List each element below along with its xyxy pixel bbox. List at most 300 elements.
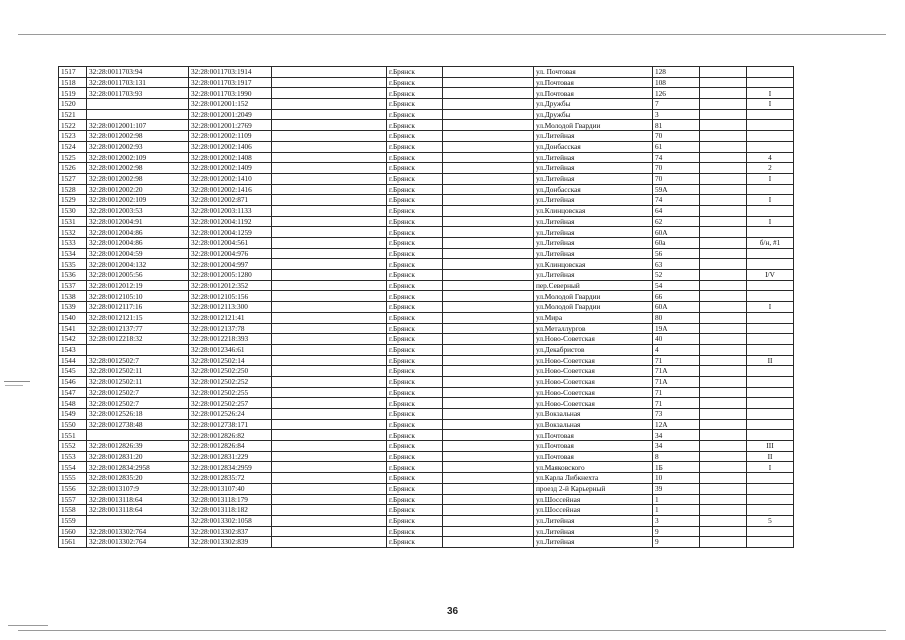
- table-row: [59, 355, 794, 366]
- blank-cell: [272, 152, 387, 163]
- land-cadastral-cell: 32:28:0012121:15: [87, 312, 189, 323]
- street-cell: ул.Литейная: [534, 152, 653, 163]
- blank-cell: [443, 344, 534, 355]
- blank-cell: [700, 291, 747, 302]
- city-cell: г.Брянск: [387, 291, 443, 302]
- row-number-cell: 1555: [59, 473, 87, 484]
- building-cadastral-cell: 32:28:0012002:1416: [189, 184, 272, 195]
- blank-cell: [272, 173, 387, 184]
- land-cadastral-cell: 32:28:0012002:93: [87, 141, 189, 152]
- row-number-cell: 1524: [59, 141, 87, 152]
- city-cell: г.Брянск: [387, 259, 443, 270]
- extra-cell: I: [747, 99, 794, 110]
- city-cell: г.Брянск: [387, 195, 443, 206]
- table-row: [59, 398, 794, 409]
- land-cadastral-cell: 32:28:0012831:20: [87, 451, 189, 462]
- blank-cell: [443, 537, 534, 548]
- extra-cell: [747, 227, 794, 238]
- city-cell: г.Брянск: [387, 163, 443, 174]
- building-cadastral-cell: 32:28:0012502:257: [189, 398, 272, 409]
- blank-cell: [272, 99, 387, 110]
- blank-cell: [443, 312, 534, 323]
- land-cadastral-cell: 32:28:0011703:94: [87, 67, 189, 78]
- blank-cell: [700, 109, 747, 120]
- blank-cell: [443, 515, 534, 526]
- row-number-cell: 1529: [59, 195, 87, 206]
- table-row: [59, 270, 794, 281]
- street-cell: ул.Литейная: [534, 195, 653, 206]
- building-cadastral-cell: 32:28:0012002:1408: [189, 152, 272, 163]
- land-cadastral-cell: 32:28:0012502:7: [87, 387, 189, 398]
- land-cadastral-cell: 32:28:0012004:86: [87, 238, 189, 249]
- page-number: 36: [446, 606, 459, 617]
- blank-cell: [272, 302, 387, 313]
- city-cell: г.Брянск: [387, 152, 443, 163]
- row-number-cell: 1523: [59, 131, 87, 142]
- row-number-cell: 1551: [59, 430, 87, 441]
- corner-mark: [8, 625, 48, 626]
- house-number-cell: 1Б: [653, 462, 700, 473]
- house-number-cell: 63: [653, 259, 700, 270]
- house-number-cell: 80: [653, 312, 700, 323]
- city-cell: г.Брянск: [387, 526, 443, 537]
- building-cadastral-cell: 32:28:0012105:156: [189, 291, 272, 302]
- land-cadastral-cell: 32:28:0011703:131: [87, 77, 189, 88]
- building-cadastral-cell: 32:28:0012002:1406: [189, 141, 272, 152]
- extra-cell: [747, 312, 794, 323]
- table-row: [59, 462, 794, 473]
- building-cadastral-cell: 32:28:0012004:1192: [189, 216, 272, 227]
- blank-cell: [700, 515, 747, 526]
- blank-cell: [443, 376, 534, 387]
- row-number-cell: 1560: [59, 526, 87, 537]
- extra-cell: [747, 323, 794, 334]
- building-cadastral-cell: 32:28:0012002:1109: [189, 131, 272, 142]
- city-cell: г.Брянск: [387, 537, 443, 548]
- building-cadastral-cell: 32:28:0012502:252: [189, 376, 272, 387]
- blank-cell: [443, 430, 534, 441]
- blank-cell: [272, 109, 387, 120]
- land-cadastral-cell: 32:28:0012738:48: [87, 419, 189, 430]
- row-number-cell: 1543: [59, 344, 87, 355]
- extra-cell: [747, 109, 794, 120]
- street-cell: ул.Донбасская: [534, 141, 653, 152]
- land-cadastral-cell: 32:28:0012001:107: [87, 120, 189, 131]
- row-number-cell: 1536: [59, 270, 87, 281]
- city-cell: г.Брянск: [387, 173, 443, 184]
- extra-cell: I: [747, 462, 794, 473]
- register-table: [58, 66, 794, 548]
- table-row: [59, 334, 794, 345]
- row-number-cell: 1545: [59, 366, 87, 377]
- building-cadastral-cell: 32:28:0012502:255: [189, 387, 272, 398]
- land-cadastral-cell: [87, 344, 189, 355]
- building-cadastral-cell: 32:28:0012001:2049: [189, 109, 272, 120]
- house-number-cell: 64: [653, 205, 700, 216]
- street-cell: пер.Северный: [534, 280, 653, 291]
- blank-cell: [272, 227, 387, 238]
- row-number-cell: 1519: [59, 88, 87, 99]
- land-cadastral-cell: [87, 109, 189, 120]
- building-cadastral-cell: 32:28:0012003:1133: [189, 205, 272, 216]
- blank-cell: [272, 344, 387, 355]
- extra-cell: [747, 334, 794, 345]
- row-number-cell: 1550: [59, 419, 87, 430]
- blank-cell: [700, 430, 747, 441]
- row-number-cell: 1533: [59, 238, 87, 249]
- blank-cell: [700, 323, 747, 334]
- street-cell: ул.Шоссейная: [534, 505, 653, 516]
- row-number-cell: 1553: [59, 451, 87, 462]
- blank-cell: [700, 163, 747, 174]
- table-row: [59, 526, 794, 537]
- blank-cell: [272, 88, 387, 99]
- row-number-cell: 1552: [59, 441, 87, 452]
- blank-cell: [443, 451, 534, 462]
- extra-cell: [747, 77, 794, 88]
- house-number-cell: 128: [653, 67, 700, 78]
- blank-cell: [700, 173, 747, 184]
- blank-cell: [443, 259, 534, 270]
- building-cadastral-cell: 32:28:0012826:82: [189, 430, 272, 441]
- city-cell: г.Брянск: [387, 280, 443, 291]
- house-number-cell: 40: [653, 334, 700, 345]
- street-cell: ул.Литейная: [534, 131, 653, 142]
- blank-cell: [700, 120, 747, 131]
- blank-cell: [700, 537, 747, 548]
- row-number-cell: 1537: [59, 280, 87, 291]
- table-row: [59, 483, 794, 494]
- land-cadastral-cell: 32:28:0012105:10: [87, 291, 189, 302]
- register-body: [59, 67, 794, 548]
- city-cell: г.Брянск: [387, 248, 443, 259]
- building-cadastral-cell: 32:28:0012526:24: [189, 409, 272, 420]
- land-cadastral-cell: 32:28:0012137:77: [87, 323, 189, 334]
- extra-cell: [747, 141, 794, 152]
- street-cell: ул.Молодой Гвардии: [534, 291, 653, 302]
- margin-mark: [4, 381, 30, 382]
- blank-cell: [700, 473, 747, 484]
- row-number-cell: 1541: [59, 323, 87, 334]
- land-cadastral-cell: 32:28:0012502:11: [87, 366, 189, 377]
- city-cell: г.Брянск: [387, 451, 443, 462]
- table-row: [59, 248, 794, 259]
- blank-cell: [272, 366, 387, 377]
- building-cadastral-cell: 32:28:0012004:561: [189, 238, 272, 249]
- building-cadastral-cell: 32:28:0012502:14: [189, 355, 272, 366]
- blank-cell: [443, 505, 534, 516]
- building-cadastral-cell: 32:28:0012002:1409: [189, 163, 272, 174]
- street-cell: ул.Молодой Гвардии: [534, 120, 653, 131]
- house-number-cell: 60А: [653, 302, 700, 313]
- table-row: [59, 227, 794, 238]
- extra-cell: [747, 419, 794, 430]
- blank-cell: [443, 473, 534, 484]
- street-cell: ул.Ново-Советская: [534, 334, 653, 345]
- table-row: [59, 323, 794, 334]
- blank-cell: [700, 505, 747, 516]
- building-cadastral-cell: 32:28:0013107:40: [189, 483, 272, 494]
- house-number-cell: 19А: [653, 323, 700, 334]
- building-cadastral-cell: 32:28:0012012:352: [189, 280, 272, 291]
- blank-cell: [443, 270, 534, 281]
- house-number-cell: 60а: [653, 238, 700, 249]
- street-cell: ул.Ново-Советская: [534, 366, 653, 377]
- blank-cell: [272, 441, 387, 452]
- blank-cell: [443, 152, 534, 163]
- blank-cell: [443, 462, 534, 473]
- building-cadastral-cell: 32:28:0012137:78: [189, 323, 272, 334]
- blank-cell: [443, 398, 534, 409]
- city-cell: г.Брянск: [387, 67, 443, 78]
- city-cell: г.Брянск: [387, 109, 443, 120]
- blank-cell: [443, 141, 534, 152]
- land-cadastral-cell: 32:28:0012502:7: [87, 398, 189, 409]
- street-cell: ул.Клинцовская: [534, 259, 653, 270]
- blank-cell: [700, 280, 747, 291]
- blank-cell: [443, 280, 534, 291]
- city-cell: г.Брянск: [387, 515, 443, 526]
- building-cadastral-cell: 32:28:0012001:152: [189, 99, 272, 110]
- house-number-cell: 60А: [653, 227, 700, 238]
- blank-cell: [443, 67, 534, 78]
- table-row: [59, 430, 794, 441]
- city-cell: г.Брянск: [387, 141, 443, 152]
- city-cell: г.Брянск: [387, 238, 443, 249]
- city-cell: г.Брянск: [387, 99, 443, 110]
- city-cell: г.Брянск: [387, 355, 443, 366]
- row-number-cell: 1535: [59, 259, 87, 270]
- street-cell: ул.Литейная: [534, 163, 653, 174]
- city-cell: г.Брянск: [387, 184, 443, 195]
- blank-cell: [443, 131, 534, 142]
- blank-cell: [700, 152, 747, 163]
- blank-cell: [700, 494, 747, 505]
- street-cell: ул.Маяковского: [534, 462, 653, 473]
- building-cadastral-cell: 32:28:0012826:84: [189, 441, 272, 452]
- building-cadastral-cell: 32:28:0013302:1058: [189, 515, 272, 526]
- street-cell: ул.Декабристов: [534, 344, 653, 355]
- blank-cell: [443, 77, 534, 88]
- blank-cell: [443, 163, 534, 174]
- blank-cell: [272, 67, 387, 78]
- street-cell: ул.Шоссейная: [534, 494, 653, 505]
- table-row: [59, 131, 794, 142]
- blank-cell: [700, 67, 747, 78]
- city-cell: г.Брянск: [387, 270, 443, 281]
- house-number-cell: 8: [653, 451, 700, 462]
- table-row: [59, 216, 794, 227]
- blank-cell: [700, 376, 747, 387]
- house-number-cell: 3: [653, 109, 700, 120]
- extra-cell: [747, 494, 794, 505]
- building-cadastral-cell: 32:28:0012004:1259: [189, 227, 272, 238]
- extra-cell: I: [747, 173, 794, 184]
- building-cadastral-cell: 32:28:0012831:229: [189, 451, 272, 462]
- city-cell: г.Брянск: [387, 387, 443, 398]
- building-cadastral-cell: 32:28:0012005:1280: [189, 270, 272, 281]
- blank-cell: [272, 259, 387, 270]
- street-cell: ул.Вокзальная: [534, 409, 653, 420]
- blank-cell: [700, 131, 747, 142]
- land-cadastral-cell: 32:28:0012502:11: [87, 376, 189, 387]
- land-cadastral-cell: 32:28:0012002:20: [87, 184, 189, 195]
- extra-cell: II: [747, 355, 794, 366]
- street-cell: ул. Почтовая: [534, 67, 653, 78]
- land-cadastral-cell: 32:28:0012005:56: [87, 270, 189, 281]
- house-number-cell: 54: [653, 280, 700, 291]
- row-number-cell: 1530: [59, 205, 87, 216]
- blank-cell: [443, 248, 534, 259]
- land-cadastral-cell: 32:28:0012117:16: [87, 302, 189, 313]
- blank-cell: [700, 227, 747, 238]
- land-cadastral-cell: 32:28:0012004:86: [87, 227, 189, 238]
- blank-cell: [272, 270, 387, 281]
- row-number-cell: 1527: [59, 173, 87, 184]
- building-cadastral-cell: 32:28:0012001:2769: [189, 120, 272, 131]
- building-cadastral-cell: 32:28:0013118:179: [189, 494, 272, 505]
- table-row: [59, 312, 794, 323]
- house-number-cell: 56: [653, 248, 700, 259]
- house-number-cell: 126: [653, 88, 700, 99]
- building-cadastral-cell: 32:28:0012004:976: [189, 248, 272, 259]
- extra-cell: [747, 387, 794, 398]
- blank-cell: [272, 312, 387, 323]
- city-cell: г.Брянск: [387, 441, 443, 452]
- row-number-cell: 1559: [59, 515, 87, 526]
- city-cell: г.Брянск: [387, 216, 443, 227]
- land-cadastral-cell: 32:28:0012526:18: [87, 409, 189, 420]
- building-cadastral-cell: 32:28:0012502:250: [189, 366, 272, 377]
- blank-cell: [700, 312, 747, 323]
- blank-cell: [700, 419, 747, 430]
- blank-cell: [443, 387, 534, 398]
- blank-cell: [443, 205, 534, 216]
- house-number-cell: 108: [653, 77, 700, 88]
- city-cell: г.Брянск: [387, 302, 443, 313]
- extra-cell: [747, 398, 794, 409]
- blank-cell: [272, 398, 387, 409]
- blank-cell: [272, 120, 387, 131]
- extra-cell: [747, 483, 794, 494]
- house-number-cell: 70: [653, 173, 700, 184]
- blank-cell: [700, 184, 747, 195]
- blank-cell: [700, 248, 747, 259]
- city-cell: г.Брянск: [387, 312, 443, 323]
- table-row: [59, 344, 794, 355]
- house-number-cell: 81: [653, 120, 700, 131]
- blank-cell: [700, 77, 747, 88]
- street-cell: ул.Ново-Советская: [534, 387, 653, 398]
- land-cadastral-cell: 32:28:0012012:19: [87, 280, 189, 291]
- blank-cell: [272, 163, 387, 174]
- city-cell: г.Брянск: [387, 205, 443, 216]
- building-cadastral-cell: 32:28:0011703:1990: [189, 88, 272, 99]
- street-cell: ул.Литейная: [534, 270, 653, 281]
- building-cadastral-cell: 32:28:0013302:837: [189, 526, 272, 537]
- blank-cell: [272, 355, 387, 366]
- table-row: [59, 238, 794, 249]
- land-cadastral-cell: 32:28:0012834:2958: [87, 462, 189, 473]
- land-cadastral-cell: [87, 99, 189, 110]
- house-number-cell: 71: [653, 387, 700, 398]
- land-cadastral-cell: 32:28:0012002:98: [87, 173, 189, 184]
- blank-cell: [443, 302, 534, 313]
- row-number-cell: 1531: [59, 216, 87, 227]
- blank-cell: [443, 355, 534, 366]
- blank-cell: [272, 451, 387, 462]
- blank-cell: [272, 494, 387, 505]
- blank-cell: [700, 334, 747, 345]
- bottom-rule: [18, 630, 886, 631]
- table-row: [59, 387, 794, 398]
- row-number-cell: 1528: [59, 184, 87, 195]
- blank-cell: [443, 173, 534, 184]
- blank-cell: [443, 184, 534, 195]
- city-cell: г.Брянск: [387, 473, 443, 484]
- land-cadastral-cell: 32:28:0012003:53: [87, 205, 189, 216]
- land-cadastral-cell: 32:28:0013302:764: [87, 526, 189, 537]
- blank-cell: [443, 366, 534, 377]
- street-cell: ул.Клинцовская: [534, 205, 653, 216]
- land-cadastral-cell: 32:28:0012218:32: [87, 334, 189, 345]
- street-cell: ул.Почтовая: [534, 451, 653, 462]
- table-row: [59, 302, 794, 313]
- building-cadastral-cell: 32:28:0011703:1914: [189, 67, 272, 78]
- blank-cell: [443, 441, 534, 452]
- blank-cell: [272, 131, 387, 142]
- blank-cell: [272, 334, 387, 345]
- city-cell: г.Брянск: [387, 462, 443, 473]
- row-number-cell: 1548: [59, 398, 87, 409]
- house-number-cell: 62: [653, 216, 700, 227]
- blank-cell: [700, 526, 747, 537]
- street-cell: ул.Ново-Советская: [534, 376, 653, 387]
- blank-cell: [700, 462, 747, 473]
- table-row: [59, 184, 794, 195]
- row-number-cell: 1540: [59, 312, 87, 323]
- extra-cell: I: [747, 88, 794, 99]
- house-number-cell: 74: [653, 195, 700, 206]
- city-cell: г.Брянск: [387, 376, 443, 387]
- extra-cell: I: [747, 302, 794, 313]
- blank-cell: [272, 473, 387, 484]
- street-cell: ул.Донбасская: [534, 184, 653, 195]
- house-number-cell: 71А: [653, 366, 700, 377]
- house-number-cell: 7: [653, 99, 700, 110]
- blank-cell: [272, 526, 387, 537]
- street-cell: ул.Почтовая: [534, 88, 653, 99]
- blank-cell: [272, 195, 387, 206]
- blank-cell: [443, 323, 534, 334]
- blank-cell: [443, 494, 534, 505]
- row-number-cell: 1556: [59, 483, 87, 494]
- blank-cell: [443, 291, 534, 302]
- blank-cell: [700, 141, 747, 152]
- extra-cell: [747, 409, 794, 420]
- city-cell: г.Брянск: [387, 323, 443, 334]
- city-cell: г.Брянск: [387, 120, 443, 131]
- blank-cell: [700, 398, 747, 409]
- house-number-cell: 9: [653, 526, 700, 537]
- land-cadastral-cell: 32:28:0013118:64: [87, 494, 189, 505]
- table-row: [59, 515, 794, 526]
- blank-cell: [272, 409, 387, 420]
- blank-cell: [700, 270, 747, 281]
- building-cadastral-cell: 32:28:0011703:1917: [189, 77, 272, 88]
- row-number-cell: 1544: [59, 355, 87, 366]
- blank-cell: [272, 77, 387, 88]
